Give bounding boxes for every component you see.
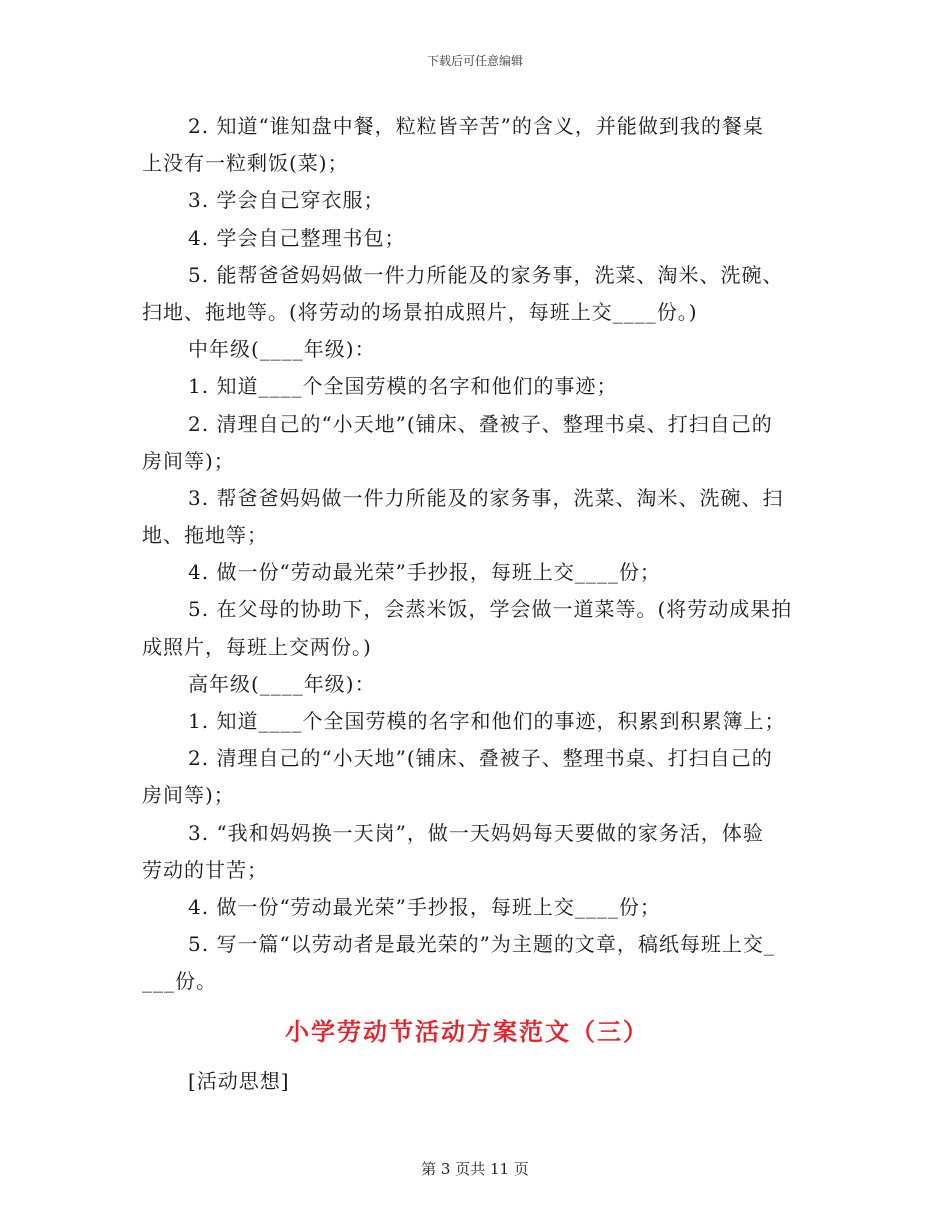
page-header: 下载后可任意编辑 — [426, 54, 523, 68]
list-item-continuation: 房间等)； — [142, 448, 235, 473]
list-item-continuation: 地、拖地等； — [142, 523, 268, 548]
list-item-continuation: ___份。 — [142, 969, 217, 994]
list-item: 3. 帮爸爸妈妈做一件力所能及的家务事，洗菜、淘米、洗碗、扫 — [188, 485, 784, 510]
list-item: 2. 清理自己的“小天地”(铺床、叠被子、整理书桌、打扫自己的 — [188, 411, 773, 436]
list-item: 3. 学会自己穿衣服； — [188, 188, 385, 213]
list-item-continuation: 劳动的甘苦； — [142, 857, 268, 882]
list-item: 3. “我和妈妈换一天岗”，做一天妈妈每天要做的家务活，体验 — [188, 820, 764, 845]
list-item: 5. 能帮爸爸妈妈做一件力所能及的家务事，洗菜、淘米、洗碗、 — [188, 262, 784, 287]
list-item: 2. 知道“谁知盘中餐，粒粒皆辛苦”的含义，并能做到我的餐桌 — [188, 114, 764, 138]
list-item-continuation: 房间等)； — [142, 783, 235, 808]
list-item-continuation: 成照片，每班上交两份。) — [142, 634, 372, 659]
list-item-continuation: 扫地、拖地等。(将劳动的场景拍成照片，每班上交____份。) — [142, 299, 698, 324]
list-item: 4. 做一份“劳动最光荣”手抄报，每班上交____份； — [188, 894, 661, 919]
list-item: 2. 清理自己的“小天地”(铺床、叠被子、整理书桌、打扫自己的 — [188, 746, 773, 771]
list-item: 1. 知道____个全国劳模的名字和他们的事迹，积累到积累簿上； — [188, 709, 786, 733]
subheading: [活动思想] — [188, 1068, 290, 1093]
section-title: 小学劳动节活动方案范文（三） — [285, 1016, 649, 1046]
page-footer: 第 3 页共 11 页 — [421, 1160, 529, 1178]
document-body — [142, 108, 812, 1100]
list-item: 5. 写一篇“以劳动者是最光荣的”为主题的文章，稿纸每班上交_ — [188, 932, 775, 957]
list-item: 5. 在父母的协助下，会蒸米饭，学会做一道菜等。(将劳动成果拍 — [188, 597, 793, 622]
grade-heading: 高年级(____年级)： — [188, 671, 376, 696]
list-item: 4. 学会自己整理书包； — [188, 225, 406, 250]
grade-heading: 中年级(____年级)： — [188, 337, 376, 362]
list-item-continuation: 上没有一粒剩饭(菜)； — [142, 151, 349, 176]
list-item: 1. 知道____个全国劳模的名字和他们的事迹； — [188, 374, 618, 399]
list-item: 4. 做一份“劳动最光荣”手抄报，每班上交____份； — [188, 560, 661, 585]
